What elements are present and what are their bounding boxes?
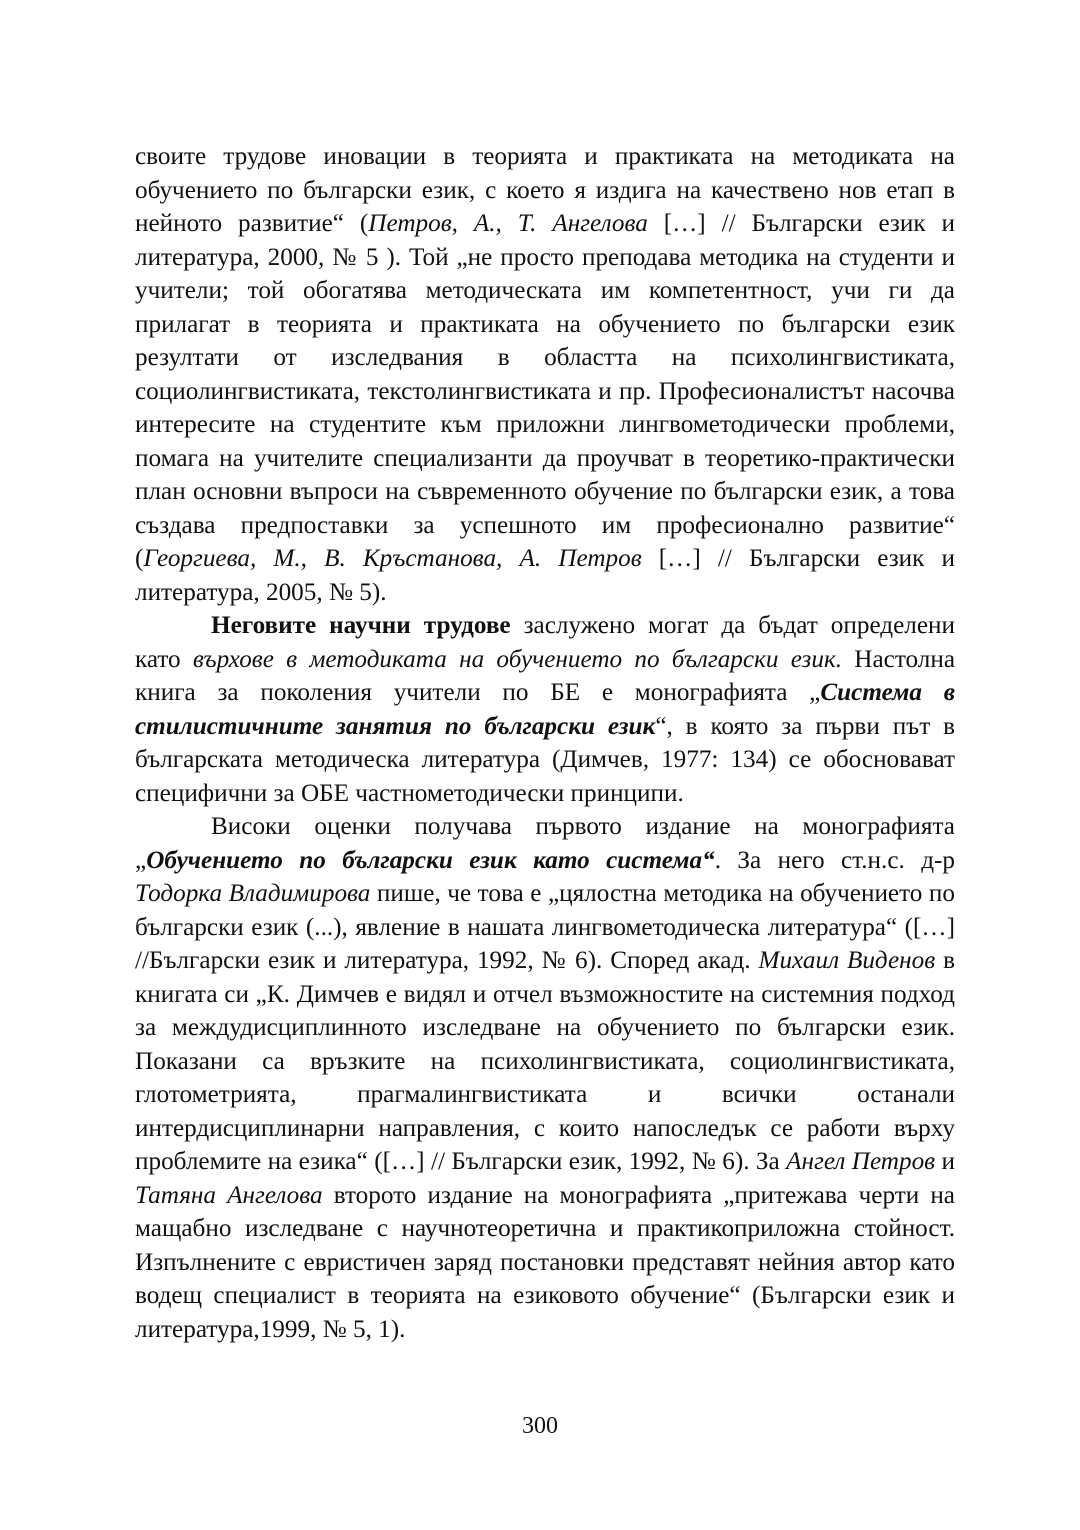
p1-text-2: […] // Български език и литература, 2000, № 5 ). Той „не просто преподава методика на студенти и учители; той обогатява методическата им компетентност, учи ги да прилагат в теорията и практиката на обучението по български език резултати от изследвания в областта на психолингвистиката, социолингвистиката, текстолингвистиката и пр. Професионалистът насочва интересите на студентите към приложни лингвометодически проблеми, помага на учителите специализанти да проучват в теоретико-практически план основни въпроси на съвременното обучение по български език, а това създава предпоставки за успешното им професионално развитие“ (	[135, 210, 955, 572]
p3-author-petrov: Ангел Петров	[786, 1148, 936, 1175]
page-body	[135, 140, 955, 1346]
paragraph-2	[135, 609, 955, 810]
page-number: 300	[522, 1413, 558, 1439]
p3-monograph-title: Обучението по български език като система“	[146, 846, 715, 874]
paragraph-3	[135, 810, 955, 1346]
p3-author-videnov: Михаил Виденов	[758, 947, 936, 974]
p1-citation-authors: Петров, А., Т. Ангелова	[368, 210, 648, 237]
p2-italic-phrase: върхове в методиката на обучението по български език.	[192, 645, 843, 673]
p3-text-1: Високи оценки получава първото издание на монографията „	[135, 813, 955, 874]
p2-italic-comma: ,	[642, 746, 650, 773]
p3-author-angelova: Татяна Ангелова	[135, 1181, 323, 1209]
p3-author-vladimirova: Тодорка Владимирова	[135, 880, 371, 907]
p3-text-4: в книгата си „К. Димчев е видял и отчел възможностите на системния подход за междудисциплинното изследване на обучението по български език. Показани са връзките на психолингвистиката, социолингвистиката, глотометрията, прагмалингвистиката и всички останали интердисциплинарни направления, с които напоследък се работи върху проблемите на езика“ ([…] // Български език, 1992, № 6). За	[135, 947, 955, 1175]
p1-citation-authors-2: Георгиева, М., В. Кръстанова, А. Петров	[143, 545, 642, 572]
p2-text-2: Настолна книга за поколения учители по БЕ е монографията „	[135, 645, 955, 706]
p3-text-2: . За него ст.н.с. д-р	[714, 846, 955, 874]
p2-text-4: 1977: 134) се обосновават специфични за ОБЕ частнометодически принципи.	[135, 746, 955, 807]
p1-text-3: […] // Български език и литература, 2005, № 5).	[135, 545, 955, 606]
p2-monograph-title: Система в стилистичните занятия по български език	[135, 679, 956, 740]
p2-bold-heading: Неговите научни трудове	[211, 612, 511, 639]
p1-text-1: своите трудове иновации в теорията и практиката на методиката на обучението по български език, с което я издига на качествено нов етап в нейното развитие“ (	[135, 143, 955, 237]
p3-text-3: пише, че това е „цялостна методика на обучението по български език (...), явление в нашата лингвометодическа литература“ ([…] //Български език и литература, 1992, № 6). Според акад.	[135, 880, 955, 974]
p2-text-3: “, в която за първи път в българската методическа литература (Димчев	[135, 712, 955, 773]
p3-text-6: второто издание на монографията „притежава черти на мащабно изследване с научнотеоретична и практикоприложна стойност. Изпълнените с евристичен заряд постановки представят нейния автор като водещ специалист в теорията на езиковото обучение“ (Български език и литература,1999, № 5, 1).	[135, 1181, 955, 1343]
p2-text-1: заслужено могат да бъдат определени като	[135, 612, 955, 673]
p3-text-5: и	[935, 1148, 956, 1175]
paragraph-1	[135, 140, 955, 609]
